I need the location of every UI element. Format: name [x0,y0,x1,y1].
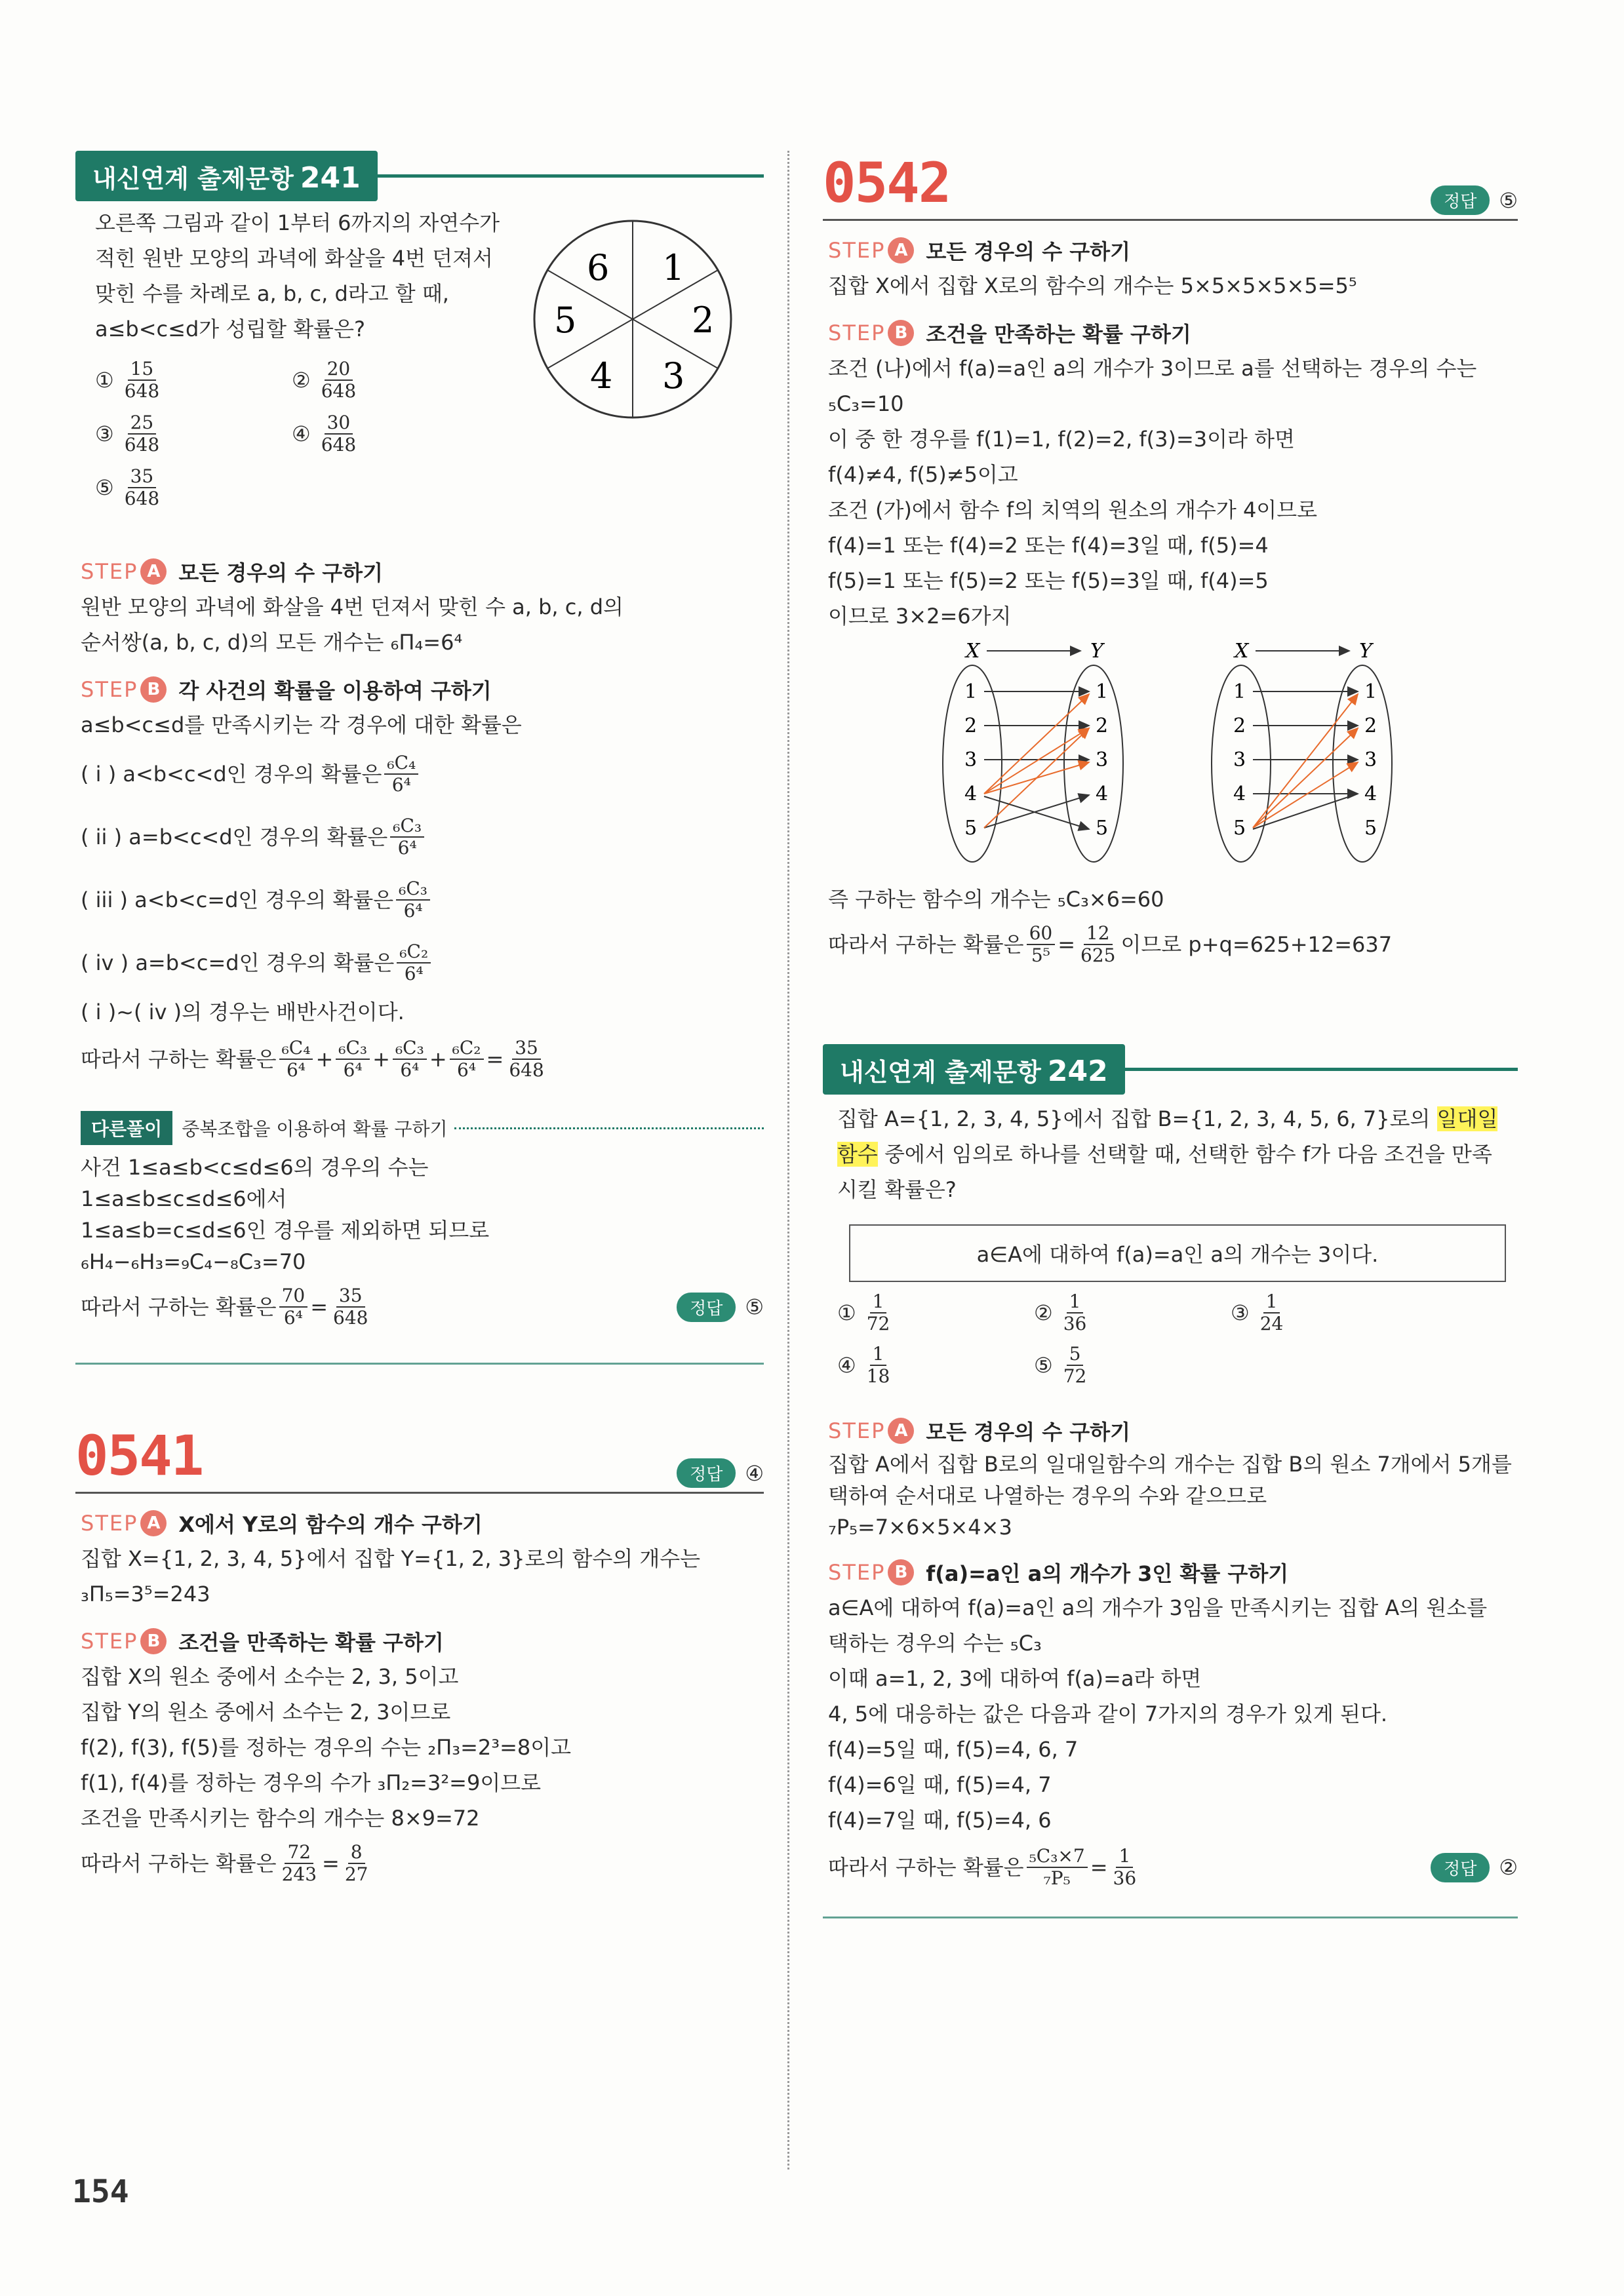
solution-line: 조건 (나)에서 f(a)=a인 a의 개수가 3이므로 a를 선택하는 경우의 수는 [828,356,1477,381]
problem-242-header [823,1044,1518,1095]
alt-solution-tag: 다른풀이 [81,1111,172,1145]
answer-242: 정답 ② [1431,1853,1518,1882]
solution-line: f(4)=1 또는 f(4)=2 또는 f(4)=3일 때, f(5)=4 [828,533,1269,558]
y-element: 5 [1096,817,1109,840]
question-line: a≤b<c≤d가 성립할 확률은? [95,317,365,341]
y-element: 1 [1096,680,1109,703]
solution-line: 택하여 순서대로 나열하는 경우의 수와 같으므로 [828,1483,1267,1508]
condition-box: a∈A에 대하여 f(a)=a인 a의 개수는 3이다. [849,1224,1506,1282]
x-element: 2 [1233,714,1246,737]
solution-line: f(4)≠4, f(5)≠5이고 [828,462,1018,487]
solution-line: 4, 5에 대응하는 값은 다음과 같이 7가지의 경우가 있게 된다. [828,1702,1388,1726]
problem-241-header [75,151,764,201]
section-divider [823,1917,1518,1918]
solution-line: 집합 X={1, 2, 3, 4, 5}에서 집합 Y={1, 2, 3}로의 함수의 개수는 [81,1546,701,1571]
problem-0541-header [75,1424,764,1488]
x-element: 3 [964,749,978,771]
choice-2[interactable]: ② $\frac{20}{648}$ [292,358,357,402]
choice-5[interactable]: ⑤ $\frac{35}{648}$ [95,465,160,509]
y-element: 3 [1096,749,1109,771]
left-column [75,151,764,1891]
alt-line: 1≤a≤b=c≤d≤6인 경우를 제외하면 되므로 [81,1218,490,1243]
header-rule [823,219,1518,221]
number-wheel [528,214,738,424]
alt-line: 사건 1≤a≤b<c≤d≤6의 경우의 수는 [81,1155,429,1180]
y-element: 3 [1364,749,1377,771]
step-a-heading: STEP A X에서 Y로의 함수의 개수 구하기 [81,1511,483,1537]
question-line: 시킬 확률은? [837,1177,957,1202]
step-b-heading: STEP B 각 사건의 확률을 이용하여 구하기 [81,677,492,703]
solution-line: a∈A에 대하여 f(a)=a인 a의 개수가 3임을 만족시키는 집합 A의 원소를 [828,1595,1488,1620]
question-line: 오른쪽 그림과 같이 1부터 6까지의 자연수가 [95,210,500,235]
codomain-label: Y [1359,640,1372,663]
y-element: 2 [1364,714,1377,737]
wheel-number: 2 [692,300,715,341]
problem-number: 0541 [75,1424,203,1488]
solution-line: 이므로 3×2=6가지 [828,604,1012,629]
question-line: 집합 A={1, 2, 3, 4, 5}에서 집합 B={1, 2, 3, 4, 5, 6, 7}로의 일대일 [837,1106,1498,1131]
choice-3[interactable]: ③ $\frac{25}{648}$ [95,412,160,456]
header-rule [1125,1068,1518,1071]
answer-241: 정답 ⑤ [677,1293,764,1322]
final-line: 따라서 구하는 확률은 $\frac{\text{₅C₃×7}}{\text{₇P₅}}$ = $\frac{1}{36}$ 정답 ② [828,1845,1518,1889]
solution-line: 원반 모양의 과녁에 화살을 4번 던져서 맞힌 수 a, b, c, d의 [81,594,624,619]
solution-line: f(4)=5일 때, f(5)=4, 6, 7 [828,1737,1079,1762]
solution-line: 이 중 한 경우를 f(1)=1, f(2)=2, f(3)=3이라 하면 [828,427,1295,452]
y-element: 4 [1364,783,1377,806]
answer-0541: 정답 ④ [677,1458,764,1488]
solution-line: 집합 Y의 원소 중에서 소수는 2, 3이므로 [81,1700,451,1724]
alt-line: 1≤a≤b≤c≤d≤6에서 [81,1186,287,1211]
solution-line: 집합 A에서 집합 B로의 일대일함수의 개수는 집합 B의 원소 7개에서 5개를 [828,1452,1512,1477]
solution-line: 조건 (가)에서 함수 f의 치역의 원소의 개수가 4이므로 [828,497,1318,522]
problem-242-tag: 내신연계 출제문항 242 [823,1044,1125,1095]
solution-line: 집합 X의 원소 중에서 소수는 2, 3, 5이고 [81,1664,459,1689]
final-line: 따라서 구하는 확률은 $\frac{60}{\text{5⁵}}$ = $\frac{12}{625}$ 이므로 p+q=625+12=637 [828,922,1393,966]
mapping-diagram-2 [1195,639,1412,875]
alt-final: 따라서 구하는 확률은 $\frac{70}{\text{6⁴}}$ = $\frac{35}{648}$ 정답 ⑤ [81,1285,764,1329]
choice-4[interactable]: ④ $\frac{30}{648}$ [292,412,357,456]
section-divider [75,1363,764,1365]
mapping-diagram-1 [926,639,1143,875]
wheel-number: 3 [662,355,685,397]
case-line: ( iii ) a<b<c=d인 경우의 확률은 $\frac{\text{₆C₃}}{\text{6⁴}}$ [81,868,764,931]
y-element: 1 [1364,680,1377,703]
solution-line: ₅C₃=10 [828,391,904,416]
choice-1[interactable]: ① $\frac{1}{72}$ [837,1291,890,1334]
step-b-heading: STEP B 조건을 만족하는 확률 구하기 [828,321,1191,347]
answer-choices [837,1291,1518,1387]
solution-line: f(1), f(4)를 정하는 경우의 수가 ₃Π₂=3²=9이므로 [81,1770,542,1795]
x-element: 5 [1233,817,1246,840]
solution-line: 즉 구하는 함수의 개수는 ₅C₃×6=60 [828,887,1164,912]
y-element: 4 [1096,783,1109,806]
x-element: 4 [964,783,978,806]
question-line: 맞힌 수를 차례로 a, b, c, d라고 할 때, [95,281,449,306]
alt-line: ₆H₄−₆H₃=₉C₄−₈C₃=70 [81,1249,306,1274]
solution-line: 이때 a=1, 2, 3에 대하여 f(a)=a라 하면 [828,1666,1202,1691]
problem-241-body [75,201,764,542]
x-element: 3 [1233,749,1246,771]
mapping-diagrams [828,639,1518,875]
case-line: ( ii ) a=b<c<d인 경우의 확률은 $\frac{\text{₆C₃}}{\text{6⁴}}$ [81,806,764,868]
case-line: ( i ) a<b<c<d인 경우의 확률은 $\frac{\text{₆C₄}}{\text{6⁴}}$ [81,743,764,806]
x-element: 2 [964,714,978,737]
column-divider [787,151,789,2170]
answer-0542: 정답 ⑤ [1431,185,1518,215]
wheel-number: 4 [590,355,613,397]
x-element: 5 [964,817,978,840]
solution-line: 택하는 경우의 수는 ₅C₃ [828,1631,1042,1656]
solution-line: f(4)=6일 때, f(5)=4, 7 [828,1772,1052,1797]
domain-label: X [966,640,980,663]
solution-line: 순서쌍(a, b, c, d)의 모든 개수는 ₆Π₄=6⁴ [81,630,463,655]
case-line: ( iv ) a=b<c=d인 경우의 확률은 $\frac{\text{₆C₂}}{\text{6⁴}}$ [81,931,764,994]
wheel-number: 1 [662,247,685,288]
question-line: 함수 중에서 임의로 하나를 선택할 때, 선택한 함수 f가 다음 조건을 만족 [837,1142,1492,1167]
step-a-heading: STEP A 모든 경우의 수 구하기 [81,559,384,585]
codomain-label: Y [1090,640,1103,663]
sum-line: 따라서 구하는 확률은 $\frac{\text{₆C₄}}{\text{6⁴}}$ + $\frac{\text{₆C₃}}{\text{6⁴}}$ + $\frac{\text{₆C₃}}{\text{6⁴}}$ + $\frac{\text{₆C₂}}{\text{6⁴}}$ = $\frac{35}{648}$ [81,1037,544,1081]
x-element: 1 [964,680,978,703]
problem-241-tag: 내신연계 출제문항 241 [75,151,378,201]
solution-line: 집합 X에서 집합 X로의 함수의 개수는 5×5×5×5×5=5⁵ [828,273,1357,298]
choice-3[interactable]: ③ $\frac{1}{24}$ [1231,1291,1284,1334]
solution-line: f(5)=1 또는 f(5)=2 또는 f(5)=3일 때, f(4)=5 [828,568,1269,593]
problem-0542-header [823,151,1518,215]
y-element: 2 [1096,714,1109,737]
page-number: 154 [72,2173,129,2210]
x-element: 1 [1233,680,1246,703]
choice-1[interactable]: ① $\frac{15}{648}$ [95,358,160,402]
domain-label: X [1235,640,1249,663]
choice-2[interactable]: ② $\frac{1}{36}$ [1034,1291,1087,1334]
solution-line: a≤b<c≤d를 만족시키는 각 경우에 대한 확률은 [81,712,522,737]
alt-solution-title: 중복조합을 이용하여 확률 구하기 [182,1118,448,1140]
step-b-heading: STEP B f(a)=a인 a의 개수가 3인 확률 구하기 [828,1560,1289,1586]
x-element: 4 [1233,783,1246,806]
right-column [823,151,1518,1918]
solution-line: f(4)=7일 때, f(5)=4, 6 [828,1808,1052,1833]
solution-line: ₃Π₅=3⁵=243 [81,1582,210,1606]
wheel-number: 5 [554,300,577,341]
final-line: 따라서 구하는 확률은 $\frac{72}{243}$ = $\frac{8}{27}$ [81,1841,368,1885]
wheel-number: 6 [587,247,610,288]
alt-solution-header [81,1111,764,1145]
problem-number: 0542 [823,151,951,215]
step-a-heading: STEP A 모든 경우의 수 구하기 [828,1418,1131,1445]
step-a-heading: STEP A 모든 경우의 수 구하기 [828,238,1131,264]
header-rule [378,174,764,178]
question-line: 적힌 원반 모양의 과녁에 화살을 4번 던져서 [95,246,493,271]
answer-choices [95,359,488,509]
y-element: 5 [1364,817,1377,840]
solution-line: 조건을 만족시키는 함수의 개수는 8×9=72 [81,1806,480,1831]
solution-line: ₇P₅=7×6×5×4×3 [828,1515,1012,1540]
step-b-heading: STEP B 조건을 만족하는 확률 구하기 [81,1629,444,1655]
solution-line: ( i )~( iv )의 경우는 배반사건이다. [81,1000,405,1024]
header-rule [75,1492,764,1494]
choice-4[interactable]: ④ $\frac{1}{18}$ [837,1343,890,1387]
choice-5[interactable]: ⑤ $\frac{5}{72}$ [1034,1343,1087,1387]
solution-line: f(2), f(3), f(5)를 정하는 경우의 수는 ₂Π₃=2³=8이고 [81,1735,572,1760]
